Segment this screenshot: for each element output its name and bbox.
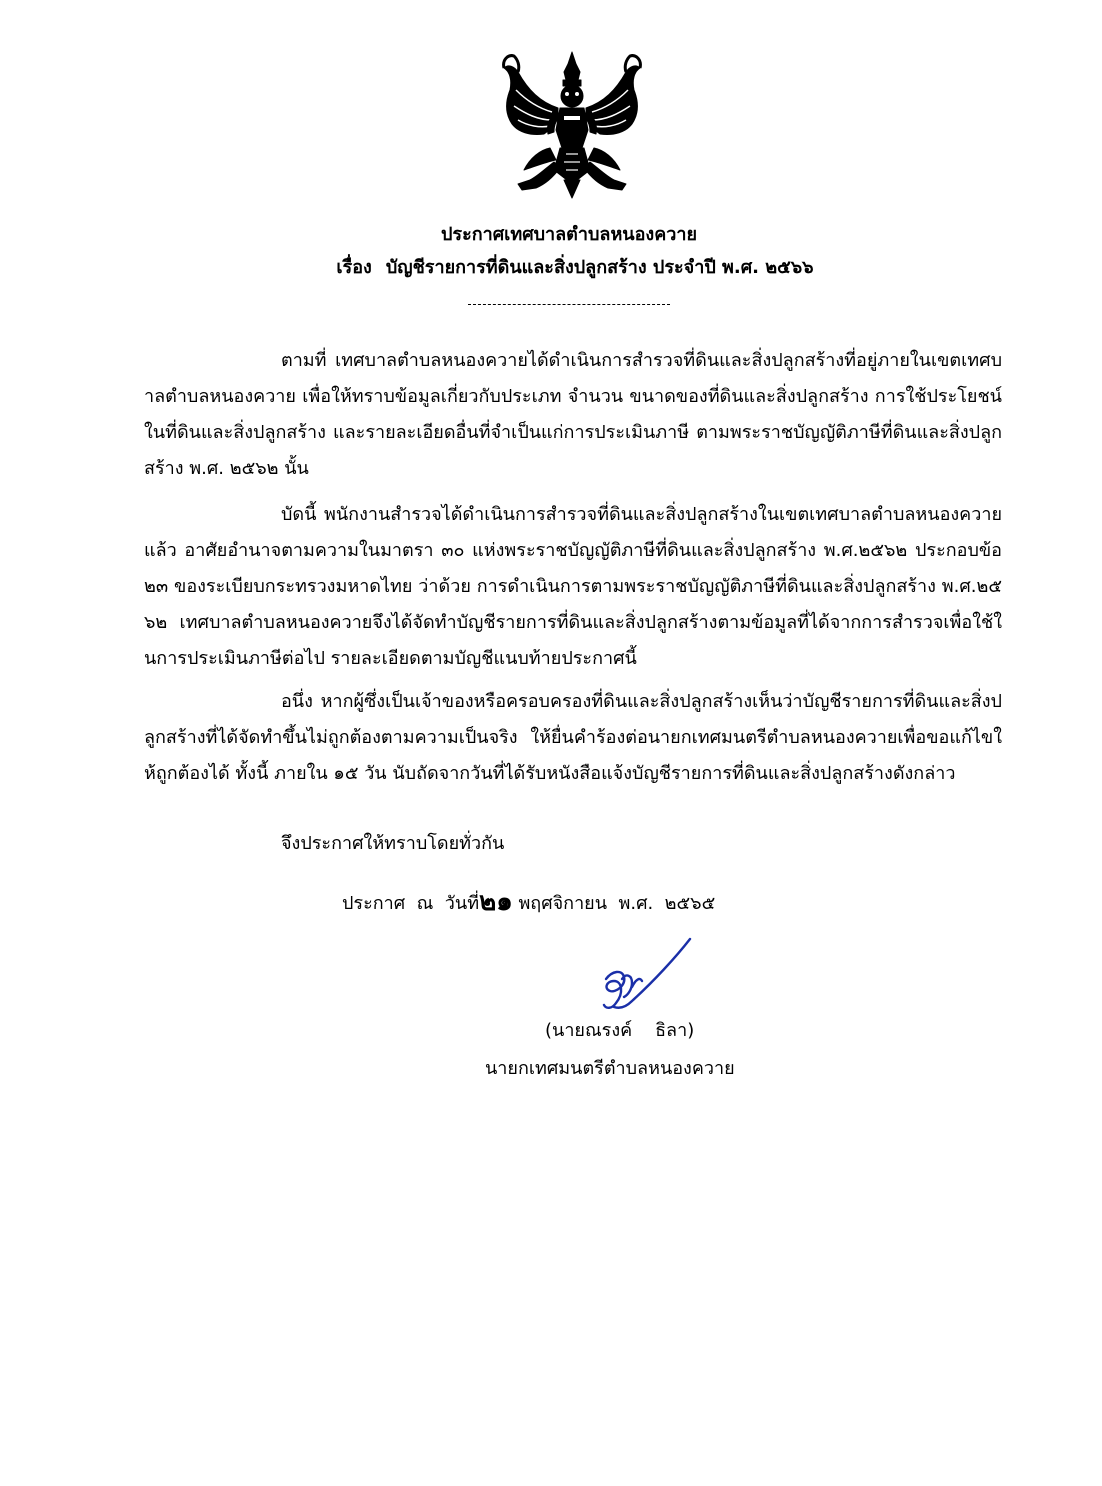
subject-label: เรื่อง [336, 257, 372, 278]
date-prefix: ประกาศ ณ วันที่ [342, 893, 480, 914]
date-day: ๒๑ [479, 887, 513, 917]
header-divider [468, 304, 670, 305]
signer-position: นายกเทศมนตรีตำบลหนองควาย [485, 1058, 735, 1079]
announcement-title: ประกาศเทศบาลตำบลหนองควาย [440, 224, 698, 245]
paragraph-closing [144, 826, 1002, 862]
paragraph-objection-text: อนึ่ง หากผู้ซึ่งเป็นเจ้าของหรือครอบครองที่ดินและสิ่งปลูกสร้างเห็นว่าบัญชีรายการที่ดินและสิ่งปลูกสร้างที่ได้จัดทำขึ้นไม่ถูกต้องตามความเป็นจริง ให้ยื่นคำร้องต่อนายกเทศมนตรีตำบลหนองควายเพื่อขอแก้ไขให้ถูกต้องได้ ทั้งนี้ ภายใน ๑๕ วัน นับถัดจากวันที่ได้รับหนังสือแจ้งบัญชีรายการที่ดินและสิ่งปลูกสร้างดังกล่าว [144, 691, 1002, 784]
announcement-subject: บัญชีรายการที่ดินและสิ่งปลูกสร้าง ประจำปี พ.ศ. ๒๕๖๖ [385, 257, 814, 278]
announcement-date [342, 885, 715, 921]
handwritten-signature-icon [592, 935, 702, 1020]
announcement-subject-line [24, 255, 1102, 281]
paragraph-survey-text: ตามที่ เทศบาลตำบลหนองควายได้ดำเนินการสำรวจที่ดินและสิ่งปลูกสร้างที่อยู่ภายในเขตเทศบาลตำบลหนองควาย เพื่อให้ทราบข้อมูลเกี่ยวกับประเภท จำนวน ขนาดของที่ดินและสิ่งปลูกสร้าง การใช้ประโยชน์ในที่ดินและสิ่งปลูกสร้าง และรายละเอียดอื่นที่จำเป็นแก่การประเมินภาษี ตามพระราชบัญญัติภาษีที่ดินและสิ่งปลูกสร้าง พ.ศ. ๒๕๖๒ นั้น [144, 350, 1002, 479]
garuda-emblem-icon [500, 50, 645, 200]
paragraph-objection [144, 684, 1002, 792]
date-month-year: พฤศจิกายน พ.ศ. ๒๕๖๕ [512, 893, 716, 914]
paragraph-authority [144, 497, 1002, 677]
signer-name: (นายณรงค์ ธิลา) [545, 1020, 695, 1041]
paragraph-survey [144, 343, 1002, 487]
paragraph-closing-text: จึงประกาศให้ทราบโดยทั่วกัน [281, 833, 505, 854]
paragraph-authority-text: บัดนี้ พนักงานสำรวจได้ดำเนินการสำรวจที่ดินและสิ่งปลูกสร้างในเขตเทศบาลตำบลหนองควายแล้ว อาศัยอำนาจตามความในมาตรา ๓๐ แห่งพระราชบัญญัติภาษีที่ดินและสิ่งปลูกสร้าง พ.ศ.๒๕๖๒ ประกอบข้อ ๒๓ ของระเบียบกระทรวงมหาดไทย ว่าด้วย การดำเนินการตามพระราชบัญญัติภาษีที่ดินและสิ่งปลูกสร้าง พ.ศ.๒๕๖๒ เทศบาลตำบลหนองควายจึงได้จัดทำบัญชีรายการที่ดินและสิ่งปลูกสร้างตามข้อมูลที่ได้จากการสำรวจเพื่อใช้ในการประเมินภาษีต่อไป รายละเอียดตามบัญชีแนบท้ายประกาศนี้ [144, 504, 1002, 669]
